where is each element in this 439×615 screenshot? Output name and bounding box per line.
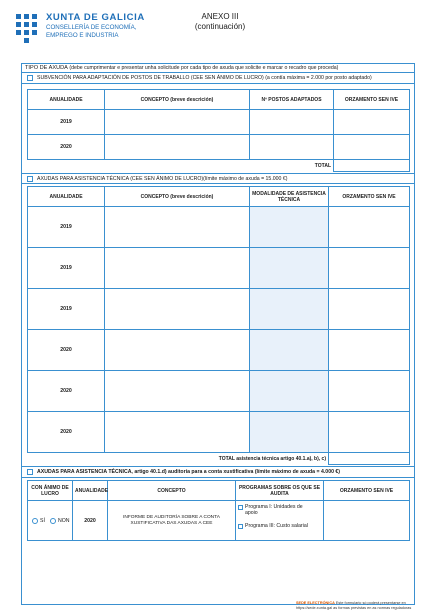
aid-type-heading — [25, 65, 338, 71]
year-cell: 2019 — [28, 289, 105, 330]
divider — [21, 183, 415, 184]
budget-input[interactable] — [329, 248, 410, 289]
budget-input[interactable] — [329, 207, 410, 248]
modality-input[interactable] — [250, 207, 329, 248]
concept-input[interactable] — [105, 289, 250, 330]
divider — [21, 466, 415, 467]
program2-label: Programa III: Custo salarial — [245, 523, 308, 529]
yes-radio[interactable] — [32, 518, 38, 524]
year-cell: 2020 — [28, 371, 105, 412]
section1-table — [27, 89, 410, 172]
col-programs: PROGRAMAS SOBRE OS QUE SE AUDITA — [236, 481, 324, 501]
org-title: XUNTA DE GALICIA — [46, 12, 145, 23]
col-concept: CONCEPTO — [108, 481, 236, 501]
budget-input[interactable] — [324, 501, 410, 541]
year-cell: 2020 — [28, 330, 105, 371]
audit-concept: INFORME DE AUDITORÍA SOBRE A CONTA XUSTIFICATIVA DAS AXUDAS A CEE — [108, 501, 236, 541]
concept-input[interactable] — [105, 330, 250, 371]
divider — [21, 83, 415, 84]
no-label: NON — [58, 518, 70, 524]
section3-title: AXUDAS PARA ASISTENCIA TÉCNICA, artigo 40.1.d) auditoría para a conta xustificativa (límite máximo de axuda = 4.000 €) — [37, 469, 341, 475]
table-row — [28, 207, 410, 248]
budget-input[interactable] — [334, 110, 410, 135]
section1-title: SUBVENCIÓN PARA ADAPTACIÓN DE POSTOS DE TRABALLO (CEE SEN ÁNIMO DE LUCRO) (a contía máxima = 2.000 por posto adaptado) — [37, 75, 372, 81]
modality-input[interactable] — [250, 371, 329, 412]
budget-input[interactable] — [329, 289, 410, 330]
total-row — [28, 160, 410, 172]
col-positions: Nº POSTOS ADAPTADOS — [250, 90, 334, 110]
xunta-logo — [12, 8, 172, 52]
modality-input[interactable] — [250, 412, 329, 453]
galicia-emblem-icon — [12, 12, 42, 48]
footer-brand: SEDE ELECTRÓNICA — [296, 601, 335, 605]
concept-input[interactable] — [105, 248, 250, 289]
year-cell: 2019 — [28, 207, 105, 248]
org-dept-line2: EMPREGO E INDUSTRIA — [46, 31, 119, 39]
concept-input[interactable] — [105, 207, 250, 248]
col-annuity: ANUALIDADE — [73, 481, 108, 501]
col-budget: ORZAMENTO SEN IVE — [324, 481, 410, 501]
table-row — [28, 135, 410, 160]
divider — [21, 173, 415, 174]
annex-heading — [180, 12, 260, 32]
footer-line2: https://sede.xunta.gal as formas previstas en as normas reguladoras — [296, 605, 412, 610]
col-annuity: ANUALIDADE — [28, 187, 105, 207]
annex-subtitle: (continuación) — [194, 22, 246, 31]
table-row — [28, 412, 410, 453]
budget-input[interactable] — [329, 412, 410, 453]
year-cell: 2020 — [28, 135, 105, 160]
no-radio[interactable] — [50, 518, 56, 524]
concept-input[interactable] — [105, 135, 250, 160]
org-dept-line1: CONSELLERÍA DE ECONOMÍA, — [46, 24, 137, 31]
aid-type-note: (debe cumprimentar e presentar unha solicitude por cada tipo de axuda que solicite e marcar o recadro que proceda) — [69, 65, 339, 71]
col-concept: CONCEPTO (breve descrición) — [105, 187, 250, 207]
concept-input[interactable] — [105, 371, 250, 412]
program2-checkbox[interactable] — [238, 524, 243, 529]
table-row — [28, 110, 410, 135]
program1-checkbox[interactable] — [238, 505, 243, 510]
annex-title: ANEXO III — [201, 12, 239, 21]
col-concept: CONCEPTO (breve descrición) — [105, 90, 250, 110]
divider — [21, 477, 415, 478]
total-input[interactable] — [329, 453, 410, 465]
total-row — [28, 453, 410, 465]
col-profit: CON ÁNIMO DE LUCRO — [28, 481, 73, 501]
col-budget: ORZAMENTO SEN IVE — [334, 90, 410, 110]
footer-note — [296, 601, 411, 610]
col-annuity: ANUALIDADE — [28, 90, 105, 110]
section2-checkbox[interactable] — [27, 176, 33, 182]
col-budget: ORZAMENTO SEN IVE — [329, 187, 410, 207]
section3-checkbox[interactable] — [27, 469, 33, 475]
budget-input[interactable] — [329, 330, 410, 371]
budget-input[interactable] — [329, 371, 410, 412]
year-cell: 2019 — [28, 248, 105, 289]
modality-input[interactable] — [250, 248, 329, 289]
year-cell: 2020 — [28, 412, 105, 453]
program1-label: Programa I: Unidades de apoio — [245, 504, 303, 517]
aid-type-label: TIPO DE AXUDA — [25, 65, 68, 71]
positions-input[interactable] — [250, 110, 334, 135]
yes-label: SÍ — [40, 518, 45, 524]
divider — [21, 72, 415, 73]
table-row — [28, 248, 410, 289]
profit-choice-cell — [28, 501, 73, 541]
year-cell: 2019 — [28, 110, 105, 135]
modality-input[interactable] — [250, 289, 329, 330]
table-row — [28, 371, 410, 412]
total-input[interactable] — [334, 160, 410, 172]
total-label: TOTAL — [28, 160, 334, 172]
col-modality: MODALIDADE DE ASISTENCIA TÉCNICA — [250, 187, 329, 207]
positions-input[interactable] — [250, 135, 334, 160]
section2-table — [27, 186, 410, 465]
budget-input[interactable] — [334, 135, 410, 160]
concept-input[interactable] — [105, 110, 250, 135]
table-row — [28, 501, 410, 541]
org-department — [46, 24, 136, 39]
concept-input[interactable] — [105, 412, 250, 453]
total-label: TOTAL asistencia técnica artigo 40.1.a), b), c) — [28, 453, 329, 465]
modality-input[interactable] — [250, 330, 329, 371]
table-row — [28, 330, 410, 371]
year-cell: 2020 — [73, 501, 108, 541]
footer-line1: Este formulario só poderá presentarse en — [335, 601, 406, 605]
section1-checkbox[interactable] — [27, 75, 33, 81]
section3-table — [27, 480, 410, 541]
table-row — [28, 289, 410, 330]
programs-cell — [236, 501, 324, 541]
section2-title: AXUDAS PARA ASISTENCIA TÉCNICA (CEE SEN ÁNIMO DE LUCRO)(límite máximo de axuda = 15.000 €) — [37, 176, 288, 182]
